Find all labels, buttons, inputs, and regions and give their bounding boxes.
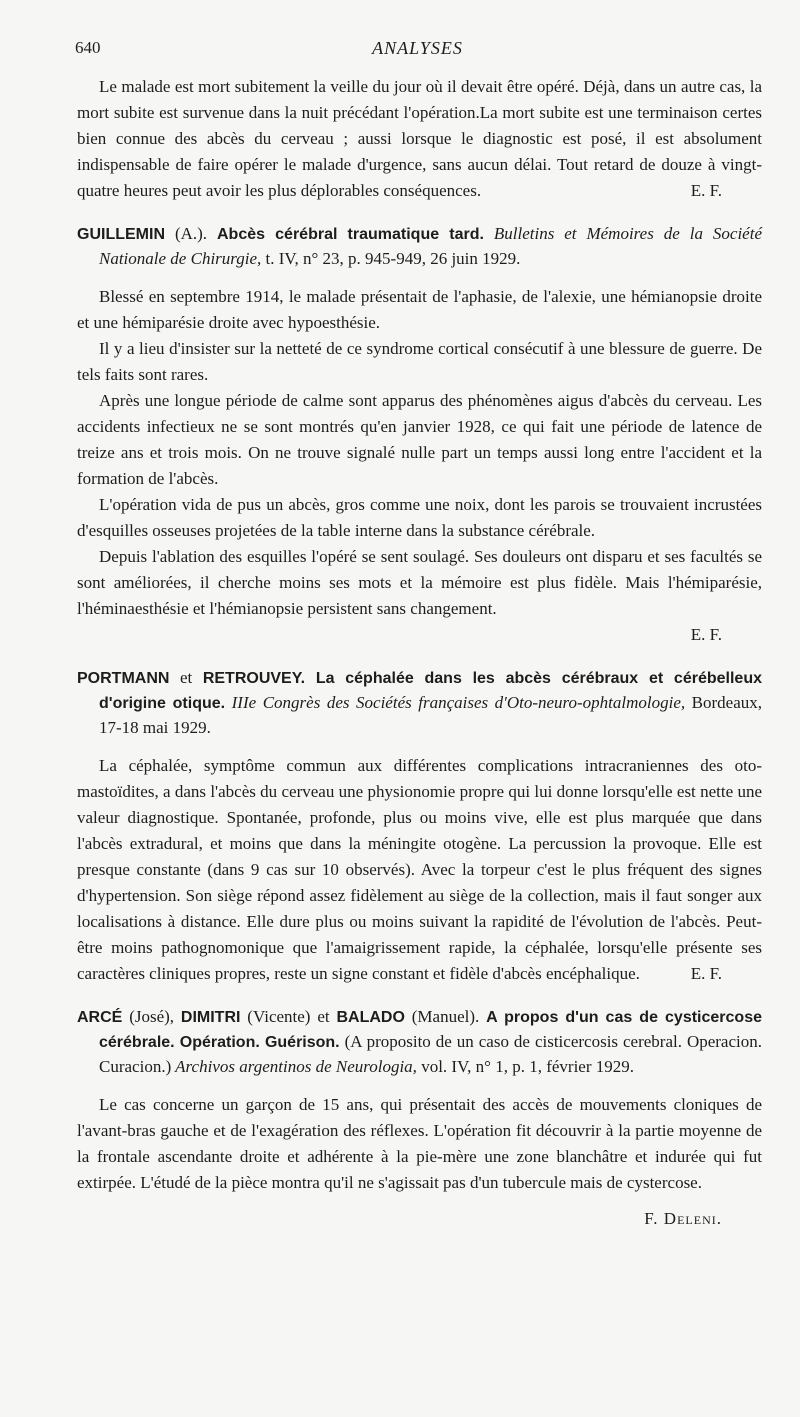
author-firstname: (Manuel). bbox=[404, 1007, 487, 1026]
page-body bbox=[77, 74, 762, 1232]
author-firstname: (Vicente) et bbox=[240, 1007, 337, 1026]
entry-heading-guillemin bbox=[77, 222, 762, 271]
reference-details: vol. IV, n° 1, p. 1, février 1929. bbox=[416, 1057, 635, 1076]
intro-paragraph: Le malade est mort subitement la veille du jour où il devait être opéré. Déjà, dans un autre cas, la mort subite est survenue dans la nuit précédant l'opération.La mort subite est une terminaison certes bien connue des abcès du cerveau ; aussi lorsque le diagnostic est posé, il est absolument indispensable de faire opérer le malade d'urgence, sans aucun délai. Tout retard de douze à vingt-quatre heures peut avoir les plus déplorables conséquences. bbox=[77, 77, 762, 200]
author-initials: (A.). bbox=[165, 224, 217, 243]
entry-signature: E. F. bbox=[690, 964, 722, 983]
entry-paragraph: Le cas concerne un garçon de 15 ans, qui présentait des accès de mouvements cloniques de l'avant-bras gauche et de l'exagération des réflexes. L'opération fit découvrir à la partie moyenne de la frontale ascendante droite et adhérente à la pie-mère une zone blanchâtre et indurée qui fut extirpée. L'étudé de la pièce montra qu'il ne s'agissait pas d'un tubercule mais de cystercose. bbox=[77, 1095, 762, 1192]
running-title: ANALYSES bbox=[372, 38, 463, 58]
page-header bbox=[75, 38, 760, 64]
entry-paragraph: L'opération vida de pus un abcès, gros comme une noix, dont les parois se trouvaient incrustées d'esquilles osseuses projetées de la table interne dans la substance cérébrale. bbox=[77, 495, 762, 540]
page-number: 640 bbox=[75, 38, 101, 57]
author-name: PORTMANN bbox=[77, 670, 170, 687]
author-name: BALADO bbox=[336, 1009, 405, 1026]
author-name: RETROUVEY. bbox=[202, 670, 306, 687]
journal-name: Bulletins et Mémoires de la Société Nationale de Chirurgie, bbox=[99, 224, 762, 268]
article-title: Abcès cérébral traumatique tard. bbox=[216, 226, 484, 243]
article-title: A propos d'un cas de cysticercose cérébrale. Opération. Guérison. bbox=[99, 1009, 762, 1051]
entry-paragraph: Après une longue période de calme sont apparus des phénomènes aigus d'abcès du cerveau. Les accidents infectieux ne se sont montrés qu'en janvier 1928, ce qui fait une période de latence de treize ans et trois mois. On ne trouve signalé nulle part un temps aussi long entre l'accident et la formation de l'abcès. bbox=[77, 391, 762, 488]
author-name: ARCÉ bbox=[77, 1009, 123, 1026]
author-firstname: (José), bbox=[122, 1007, 181, 1026]
entry-paragraph: Depuis l'ablation des esquilles l'opéré se sent soulagé. Ses douleurs ont disparu et ses facultés se sont améliorées, il cherche moins ses mots et la mémoire est plus fidèle. Mais l'hémiparésie, l'héminaesthésie et l'hémianopsie persistent sans changement. bbox=[77, 547, 762, 618]
author-conjunction: et bbox=[169, 668, 203, 687]
entry-paragraph: Il y a lieu d'insister sur la netteté de ce syndrome cortical consécutif à une blessure de guerre. De tels faits sont rares. bbox=[77, 339, 762, 384]
journal-name: IIIe Congrès des Sociétés françaises d'Oto-neuro-ophtalmologie, bbox=[225, 693, 686, 712]
journal-name: Archivos argentinos de Neurologia, bbox=[171, 1057, 417, 1076]
entry-paragraph: Blessé en septembre 1914, le malade présentait de l'aphasie, de l'alexie, une hémianopsie droite et une hémiparésie droite avec hypoesthésie. bbox=[77, 287, 762, 332]
entry-heading-portmann bbox=[77, 666, 762, 740]
entry-heading-arce bbox=[77, 1005, 762, 1079]
reference-details: t. IV, n° 23, p. 945-949, 26 juin 1929. bbox=[261, 249, 521, 268]
entry-signature: F. Deleni. bbox=[644, 1209, 722, 1228]
author-name: DIMITRI bbox=[180, 1009, 241, 1026]
reference-details: Bordeaux, 17-18 mai 1929. bbox=[99, 693, 763, 737]
article-title: La céphalée dans les abcès cérébraux et cérébelleux d'origine otique. bbox=[99, 670, 762, 712]
article-original-title: (A proposito de un caso de cisticercosis cerebral. Operacion. Curacion.) bbox=[99, 1032, 762, 1076]
author-name: GUILLEMIN bbox=[77, 226, 165, 243]
entry-signature: E. F. bbox=[690, 625, 722, 644]
intro-signature: E. F. bbox=[690, 181, 722, 200]
entry-paragraph: La céphalée, symptôme commun aux différentes complications intracraniennes des oto-mastoïdites, a dans l'abcès du cerveau une physionomie propre qui lui donne lorsqu'elle est nette une valeur diagnostique. Spontanée, profonde, plus ou moins vive, elle est plus marquée que dans l'abcès extradural, et moins que dans la méningite otogène. La percussion la provoque. Elle est presque constante (dans 9 cas sur 10 observés). Avec la torpeur c'est le plus fréquent des signes d'hypertension. Son siège répond assez fidèlement au siège de la collection, mais il faut songer aux localisations à distance. Elle dure plus ou moins suivant la rapidité de l'évolution de l'abcès. Peut-être moins pathognomonique que l'amaigrissement rapide, la céphalée, lorsqu'elle présente ses caractères cliniques propres, reste un signe constant et fidèle d'abcès encéphalique. bbox=[77, 756, 762, 983]
